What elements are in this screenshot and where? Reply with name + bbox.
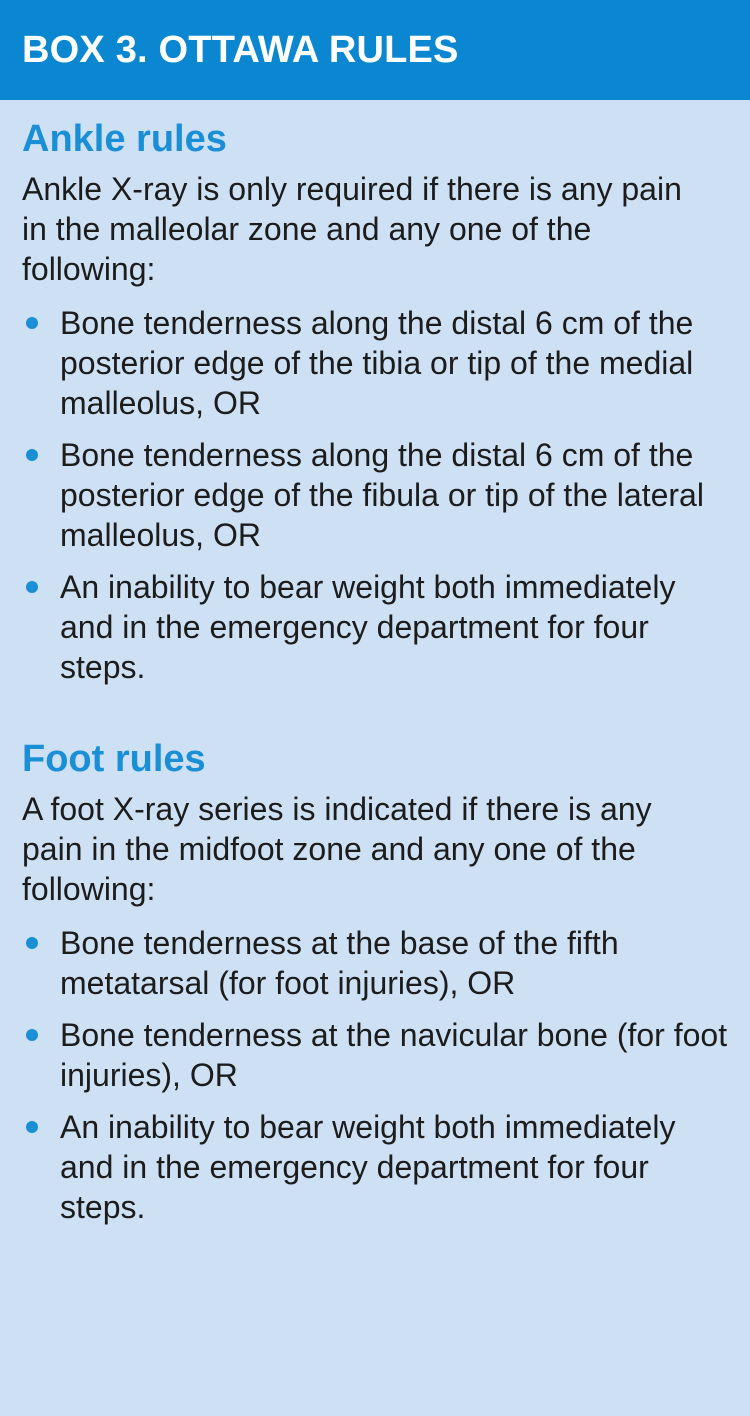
ankle-rule-text: An inability to bear weight both immediately and in the emergency department for four steps.	[60, 569, 676, 685]
bullet-dot-icon	[26, 317, 38, 329]
foot-rules-section	[22, 699, 732, 1227]
foot-rules-intro: A foot X-ray series is indicated if there is any pain in the midfoot zone and any one of the following:	[22, 791, 652, 907]
bullet-dot-icon	[26, 1121, 38, 1133]
foot-rule-item	[22, 1107, 732, 1227]
ankle-rules-section	[22, 100, 732, 687]
ankle-rule-item	[22, 435, 732, 555]
ankle-rule-text: Bone tenderness along the distal 6 cm of the posterior edge of the tibia or tip of the medial malleolus, OR	[60, 305, 694, 421]
foot-rules-list	[22, 923, 732, 1227]
bullet-dot-icon	[26, 581, 38, 593]
bullet-dot-icon	[26, 1029, 38, 1041]
ankle-rules-intro: Ankle X-ray is only required if there is any pain in the malleolar zone and any one of the following:	[22, 171, 682, 287]
foot-rule-text: An inability to bear weight both immediately and in the emergency department for four steps.	[60, 1109, 676, 1225]
foot-rule-text: Bone tenderness at the base of the fifth metatarsal (for foot injuries), OR	[60, 925, 619, 1001]
ankle-rules-list	[22, 303, 732, 687]
ankle-rule-text: Bone tenderness along the distal 6 cm of the posterior edge of the fibula or tip of the lateral malleolus, OR	[60, 437, 704, 553]
ankle-rule-item	[22, 303, 732, 423]
bullet-dot-icon	[26, 937, 38, 949]
box-header	[0, 0, 750, 100]
foot-rules-heading: Foot rules	[22, 738, 206, 780]
box-content	[0, 100, 750, 1227]
foot-rule-item	[22, 923, 732, 1003]
foot-rule-item	[22, 1015, 732, 1095]
bullet-dot-icon	[26, 449, 38, 461]
ankle-rule-item	[22, 567, 732, 687]
foot-rule-text: Bone tenderness at the navicular bone (for foot injuries), OR	[60, 1017, 728, 1093]
ankle-rules-heading: Ankle rules	[22, 118, 227, 160]
box-title: BOX 3. OTTAWA RULES	[22, 29, 459, 71]
